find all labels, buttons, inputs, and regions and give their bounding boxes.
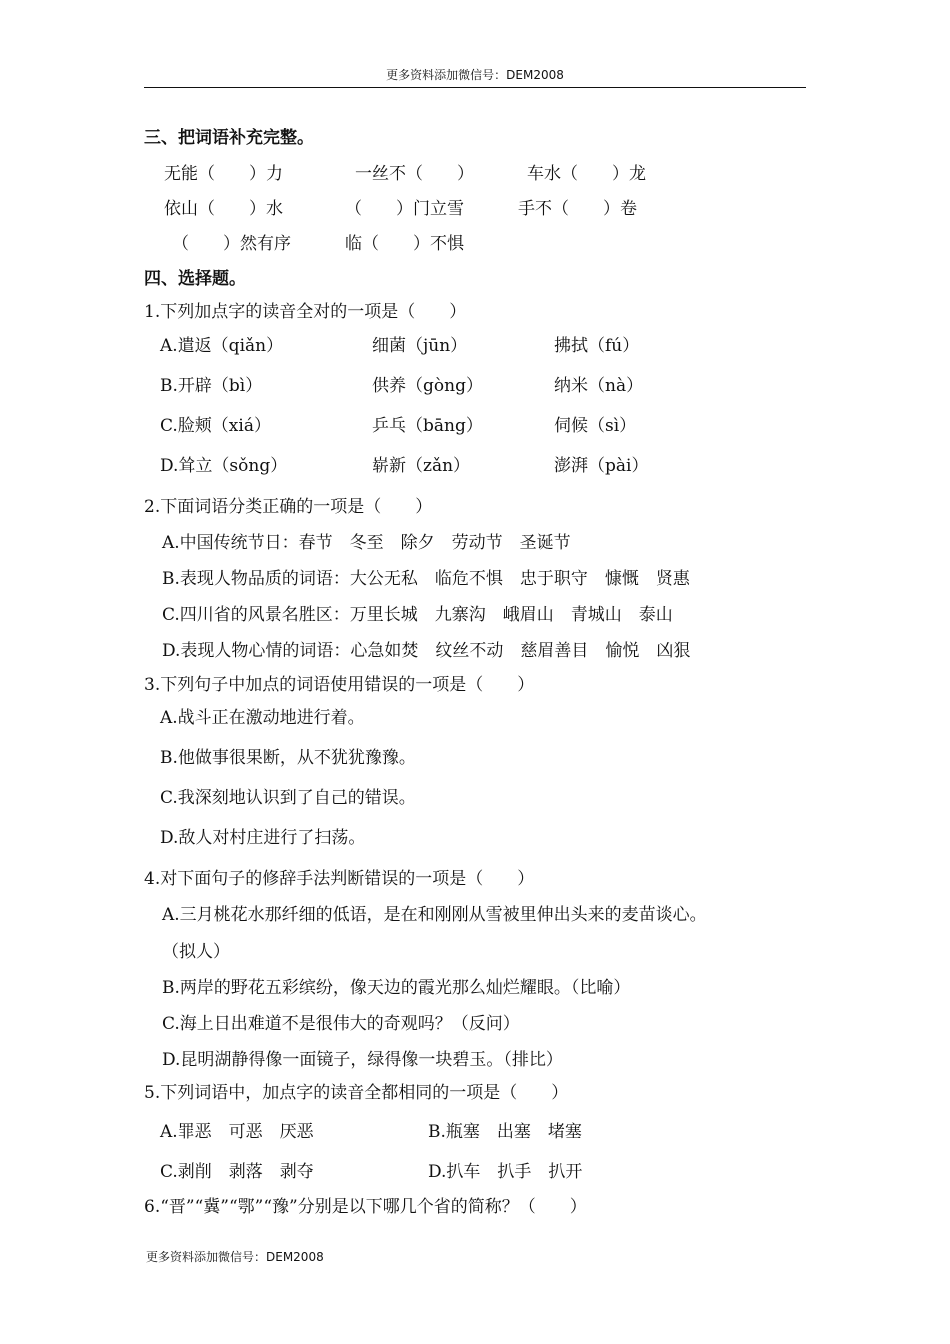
option-text: C.四川省的风景名胜区：万里长城 九寨沟 峨眉山 青城山 泰山 (162, 605, 673, 625)
option-text: C.脸颊（xiá） (160, 416, 271, 436)
option-text: D.昆明湖静得像一面镜子，绿得像一块碧玉。（排比） (162, 1050, 563, 1070)
option-text: 崭新（zǎn） (372, 456, 471, 476)
option-text: A.三月桃花水那纤细的低语，是在和刚刚从雪被里伸出头来的麦苗谈心。 (162, 905, 707, 925)
option-text: （拟人） (162, 942, 230, 962)
option-text: 澎湃（pài） (554, 456, 649, 476)
page-footer: 更多资料添加微信号：DEM2008 (146, 1250, 324, 1264)
option-text: B.表现人物品质的词语：大公无私 临危不惧 忠于职守 慷慨 贤惠 (162, 569, 690, 589)
option-text: A.遣返（qiǎn） (160, 336, 284, 356)
fill-item: 无能（ ）力 (164, 164, 283, 184)
option-text: 拂拭（fú） (554, 336, 640, 356)
option-text: D.表现人物心情的词语：心急如焚 纹丝不动 慈眉善目 愉悦 凶狠 (162, 641, 691, 661)
option-text: C.剥削 剥落 剥夺 (160, 1162, 314, 1182)
option-text: B.他做事很果断，从不犹犹豫豫。 (160, 748, 416, 768)
option-text: A.罪恶 可恶 厌恶 (160, 1122, 314, 1142)
option-text: D.耸立（sǒng） (160, 456, 288, 476)
option-text: 纳米（nà） (554, 376, 644, 396)
option-text: 伺候（sì） (554, 416, 637, 436)
option-text: A.战斗正在激动地进行着。 (160, 708, 365, 728)
page-header: 更多资料添加微信号：DEM2008 (386, 68, 564, 82)
question-stem: 1.下列加点字的读音全对的一项是（ ） (144, 302, 467, 322)
question-stem: 5.下列词语中，加点字的读音全都相同的一项是（ ） (144, 1083, 569, 1103)
option-text: D.扒车 扒手 扒开 (428, 1162, 583, 1182)
fill-item: （ ）门立雪 (345, 199, 464, 219)
option-text: B.瓶塞 出塞 堵塞 (428, 1122, 582, 1142)
header-rule (144, 87, 806, 88)
section3-title: 三、把词语补充完整。 (144, 128, 314, 148)
option-text: 供养（gòng） (372, 376, 483, 396)
fill-item: （ ）然有序 (172, 234, 291, 254)
option-text: B.开辟（bì） (160, 376, 263, 396)
fill-item: 一丝不（ ） (355, 164, 474, 184)
fill-item: 车水（ ）龙 (527, 164, 646, 184)
option-text: 细菌（jūn） (372, 336, 468, 356)
option-text: B.两岸的野花五彩缤纷，像天边的霞光那么灿烂耀眼。（比喻） (162, 978, 631, 998)
fill-item: 临（ ）不惧 (345, 234, 464, 254)
question-stem: 4.对下面句子的修辞手法判断错误的一项是（ ） (144, 869, 535, 889)
fill-item: 手不（ ）卷 (518, 199, 637, 219)
option-text: A.中国传统节日：春节 冬至 除夕 劳动节 圣诞节 (162, 533, 571, 553)
section4-title: 四、选择题。 (144, 269, 246, 289)
option-text: C.海上日出难道不是很伟大的奇观吗？（反问） (162, 1014, 520, 1034)
option-text: 乒乓（bāng） (372, 416, 483, 436)
option-text: D.敌人对村庄进行了扫荡。 (160, 828, 366, 848)
question-stem: 2.下面词语分类正确的一项是（ ） (144, 497, 433, 517)
option-text: C.我深刻地认识到了自己的错误。 (160, 788, 416, 808)
question-stem: 3.下列句子中加点的词语使用错误的一项是（ ） (144, 675, 535, 695)
fill-item: 依山（ ）水 (164, 199, 283, 219)
question-stem: 6.“晋”“冀”“鄂”“豫”分别是以下哪几个省的简称？（ ） (144, 1197, 587, 1217)
